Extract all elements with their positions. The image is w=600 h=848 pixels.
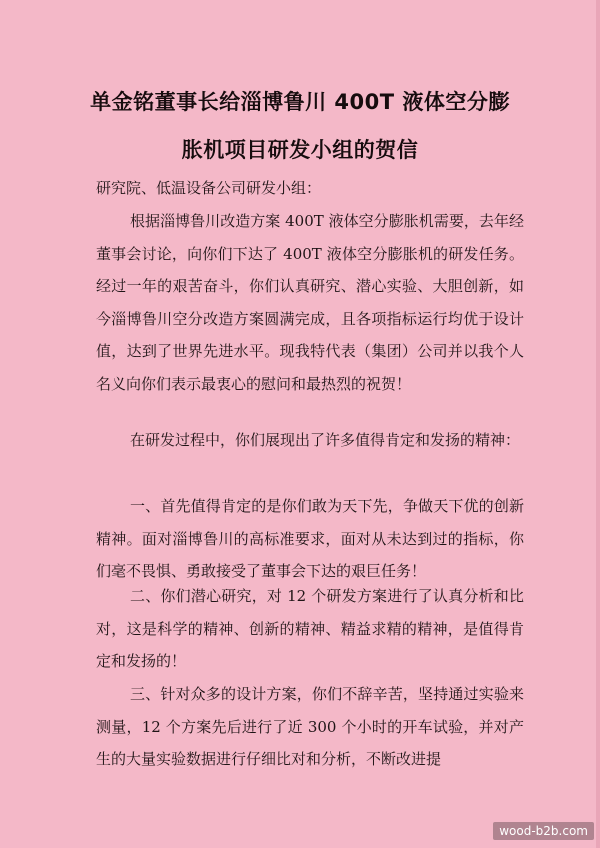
- paragraph-4: 二、你们潜心研究，对 12 个研发方案进行了认真分析和比对，这是科学的精神、创新的精神、精益求精的精神，是值得肯定和发扬的！: [96, 587, 524, 671]
- paragraph-5: 三、针对众多的设计方案，你们不辞辛苦，坚持通过实验来测量，12 个方案先后进行了近 300 个小时的开车试验，并对产生的大量实验数据进行仔细比对和分析，不断改进提: [96, 685, 524, 769]
- paragraph-2: 在研发过程中，你们展现出了许多值得肯定和发扬的精神：: [130, 431, 521, 449]
- salutation: 研究院、低温设备公司研发小组：: [96, 179, 322, 197]
- paragraph-1: 根据淄博鲁川改造方案 400T 液体空分膨胀机需要，去年经董事会讨论，向你们下达了 400T 液体空分膨胀机的研发任务。经过一年的艰苦奋斗，你们认真研究、潜心实验、大胆创新，如今淄博鲁川空分改造方案圆满完成，且各项指标运行均优于设计值，达到了世界先进水平。现我特代表（集团）公司并以我个人名义向你们表示最衷心的慰问和最热烈的祝贺！: [96, 212, 524, 393]
- watermark: wood-b2b.com: [493, 822, 594, 840]
- document-title-line-1: 单金铭董事长给淄博鲁川 400T 液体空分膨: [90, 90, 510, 114]
- page-edge-shadow: [596, 0, 600, 848]
- document-title-line-2: 胀机项目研发小组的贺信: [181, 138, 419, 162]
- paragraph-3: 一、首先值得肯定的是你们敢为天下先，争做天下优的创新精神。面对淄博鲁川的高标准要求，面对从未达到过的指标，你们毫不畏惧、勇敢接受了董事会下达的艰巨任务！: [96, 497, 524, 581]
